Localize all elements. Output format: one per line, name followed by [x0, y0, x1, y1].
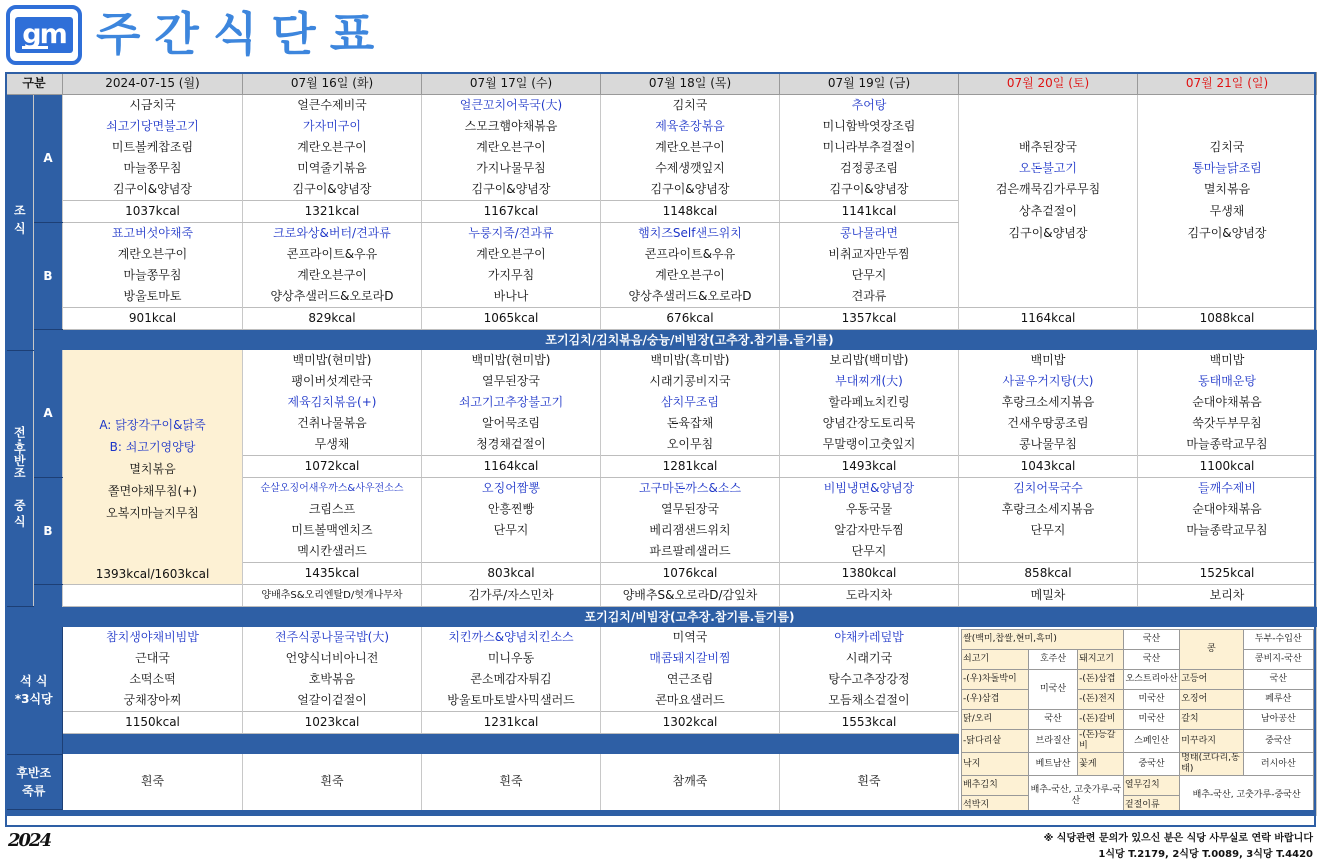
menu-item: 김구이&양념장 [243, 179, 422, 201]
menu-item: 멸치볶음 [1138, 179, 1317, 201]
weekend-blank [1138, 95, 1317, 138]
menu-item: 미트볼맥엔치즈 [243, 520, 422, 541]
menu-item: 모듬채소겉절이 [780, 690, 959, 712]
course-b-label: B [34, 223, 63, 330]
menu-item: 알어묵조림 [422, 413, 601, 434]
late-label-bottom: 죽류 [22, 783, 46, 798]
menu-item: 얼큰꼬치어묵국(大) [422, 95, 601, 117]
menu-item: B: 쇠고기영양탕 [109, 440, 196, 454]
menu-item: 호박볶음 [243, 669, 422, 690]
menu-item: 검정콩조림 [780, 158, 959, 179]
kcal-value: 1100kcal [1138, 456, 1317, 478]
menu-item: 크로와상&버터/견과류 [243, 223, 422, 245]
origin-value: 미국산 [1028, 670, 1077, 710]
kcal-value: 858kcal [959, 563, 1138, 585]
origin-value: 미국산 [1123, 710, 1179, 730]
kcal-value: 1141kcal [780, 201, 959, 223]
origin-value: 오스트리아산 [1123, 670, 1179, 690]
menu-item: 가자미구이 [243, 116, 422, 137]
menu-item: 오복지마늘지무침 [106, 506, 199, 520]
page-title: 주간식단표 [96, 7, 389, 61]
menu-item: 통마늘닭조림 [1138, 158, 1317, 179]
side-dish-banner: 포기김치/비빔장(고추장.참기름.들기름) [63, 607, 1317, 628]
menu-item: 백미밥 [1138, 350, 1317, 371]
origin-value: 베트남산 [1028, 753, 1077, 776]
origin-label: 쌀(백미,찹쌀,현미,흑미) [962, 630, 1124, 650]
day-header-sun: 07월 21일 (일) [1138, 73, 1317, 95]
porridge-item: 흰죽 [422, 754, 601, 810]
menu-item: 순대야채볶음 [1138, 392, 1317, 413]
monday-special [63, 350, 243, 585]
origin-label: -(우)차돌박이 [962, 670, 1029, 690]
origin-label: -(돈)전지 [1078, 690, 1124, 710]
menu-item: 단무지 [422, 520, 601, 541]
menu-item: 알감자만두찜 [780, 520, 959, 541]
origin-label: 갈치 [1180, 710, 1243, 730]
menu-item: 햄치즈Self샌드위치 [601, 223, 780, 245]
menu-item: 스모크햄야채볶음 [422, 116, 601, 137]
menu-item: 부대찌개(大) [780, 371, 959, 392]
kcal-value: 1321kcal [243, 201, 422, 223]
menu-item: 양상추샐러드&오로라D [601, 286, 780, 308]
menu-item [959, 541, 1138, 563]
day-header-sat: 07월 20일 (토) [959, 73, 1138, 95]
menu-item: 비빔냉면&양념장 [780, 478, 959, 500]
menu-item: 제육김치볶음(+) [243, 392, 422, 413]
menu-item: 파르팔레샐러드 [601, 541, 780, 563]
menu-item: 방울토마토발사믹샐러드 [422, 690, 601, 712]
menu-item: 삼치무조림 [601, 392, 780, 413]
menu-item: 김치국 [601, 95, 780, 117]
menu-item: 전주식콩나물국밥(大) [243, 627, 422, 648]
menu-item: 양념간장도토리묵 [780, 413, 959, 434]
menu-item: 가지무침 [422, 265, 601, 286]
dinner-label-bottom: *3식당 [14, 692, 53, 707]
kcal-value: 1167kcal [422, 201, 601, 223]
kcal-value: 1525kcal [1138, 563, 1317, 585]
kcal-value: 1023kcal [243, 712, 422, 734]
menu-item: 김구이&양념장 [959, 223, 1138, 245]
origin-value: 콩비지-국산 [1243, 650, 1313, 670]
menu-item: 팽이버섯계란국 [243, 371, 422, 392]
kcal-value: 1302kcal [601, 712, 780, 734]
menu-item: 비취교자만두찜 [780, 244, 959, 265]
origin-value: 페루산 [1243, 690, 1313, 710]
menu-item: A: 닭장각구이&닭죽 [99, 418, 206, 432]
menu-item: 청경채겉절이 [422, 434, 601, 456]
page-header [0, 0, 1321, 70]
menu-item: 들깨수제비 [1138, 478, 1317, 500]
menu-item: 멕시칸샐러드 [243, 541, 422, 563]
course-a-label: A [34, 350, 63, 478]
menu-item: 탕수고추장강정 [780, 669, 959, 690]
day-header: 07월 17일 (수) [422, 73, 601, 95]
origin-value: 중국산 [1243, 730, 1313, 753]
menu-item: 순대야채볶음 [1138, 499, 1317, 520]
menu-item: 치킨까스&양념치킨소스 [422, 627, 601, 648]
kcal-value: 901kcal [63, 308, 243, 330]
origin-value: 국산 [1028, 710, 1077, 730]
menu-item: 추어탕 [780, 95, 959, 117]
origin-value: 남아공산 [1243, 710, 1313, 730]
menu-item: 방울토마토 [63, 286, 243, 308]
menu-item [422, 541, 601, 563]
menu-item: 김구이&양념장 [780, 179, 959, 201]
lunch-label-top: 전·후반조 [12, 425, 27, 479]
breakfast-label: 조식 [6, 95, 34, 351]
kcal-value: 1231kcal [422, 712, 601, 734]
late-shift-label [6, 754, 63, 810]
menu-item: 오이무침 [601, 434, 780, 456]
menu-item: 열무된장국 [601, 499, 780, 520]
menu-item: 얼큰수제비국 [243, 95, 422, 117]
kcal-value: 1164kcal [422, 456, 601, 478]
origin-label: -닭다리살 [962, 730, 1029, 753]
menu-item: 오돈불고기 [959, 158, 1138, 179]
menu-item: 소떡소떡 [63, 669, 243, 690]
menu-item: 김치어묵국수 [959, 478, 1138, 500]
kcal-value: 1393kcal/1603kcal [63, 563, 243, 585]
kcal-value: 1164kcal [959, 308, 1138, 330]
kcal-value: 1493kcal [780, 456, 959, 478]
porridge-item: 참깨죽 [601, 754, 780, 810]
menu-item: 배추된장국 [959, 137, 1138, 158]
menu-item: 김구이&양념장 [1138, 223, 1317, 245]
origin-value: 국산 [1243, 670, 1313, 690]
tea-item: 양배추S&오리엔탈D/헛개나무차 [243, 585, 422, 607]
menu-item: 단무지 [780, 265, 959, 286]
menu-item: 열무된장국 [422, 371, 601, 392]
menu-item: 베리잼샌드위치 [601, 520, 780, 541]
day-header: 07월 19일 (금) [780, 73, 959, 95]
origin-value: 호주산 [1028, 650, 1077, 670]
kcal-value: 1088kcal [1138, 308, 1317, 330]
menu-item: 양상추샐러드&오로라D [243, 286, 422, 308]
menu-item: 백미밥(현미밥) [422, 350, 601, 371]
menu-item: 백미밥(흑미밥) [601, 350, 780, 371]
menu-item: 야채카레덮밥 [780, 627, 959, 648]
tea-item: 보리차 [1138, 585, 1317, 607]
menu-item: 계란오븐구이 [422, 137, 601, 158]
menu-item: 계란오븐구이 [243, 265, 422, 286]
menu-item: 마늘종락교무침 [1138, 434, 1317, 456]
course-b-label: B [34, 478, 63, 585]
origin-value: 국산 [1123, 650, 1179, 670]
menu-item: 무생채 [243, 434, 422, 456]
column-label: 구분 [6, 73, 63, 95]
origin-label: -(우)삼겹 [962, 690, 1029, 710]
lunch-label [6, 350, 34, 607]
origin-value: 미국산 [1123, 690, 1179, 710]
menu-item: 미역줄기볶음 [243, 158, 422, 179]
menu-item: 백미밥 [959, 350, 1138, 371]
menu-item: 후랑크소세지볶음 [959, 392, 1138, 413]
menu-item: 가지나물무침 [422, 158, 601, 179]
day-header: 07월 16일 (화) [243, 73, 422, 95]
menu-item: 근대국 [63, 648, 243, 669]
menu-item: 콘마요샐러드 [601, 690, 780, 712]
menu-item: 수제생깻잎지 [601, 158, 780, 179]
tea-item: 김가루/자스민차 [422, 585, 601, 607]
kcal-value: 676kcal [601, 308, 780, 330]
menu-item: 계란오븐구이 [601, 137, 780, 158]
origin-value: 브라질산 [1028, 730, 1077, 753]
menu-item: 동태매운탕 [1138, 371, 1317, 392]
menu-item: 매콤돼지갈비찜 [601, 648, 780, 669]
origin-value: 배추-국산, 고춧가루-국산 [1028, 776, 1123, 816]
kcal-value: 1150kcal [63, 712, 243, 734]
origin-label: 콩 [1180, 630, 1243, 670]
menu-item: 견과류 [780, 286, 959, 308]
day-header: 2024-07-15 (월) [63, 73, 243, 95]
origin-value: 두부-수입산 [1243, 630, 1313, 650]
menu-item: 무말랭이고춧잎지 [780, 434, 959, 456]
menu-item: 계란오븐구이 [601, 265, 780, 286]
menu-item: 백미밥(현미밥) [243, 350, 422, 371]
menu-item: 마늘쫑무침 [63, 158, 243, 179]
late-label-top: 후반조 [16, 765, 52, 780]
tea-item: 도라지차 [780, 585, 959, 607]
menu-item: 사골우거지탕(大) [959, 371, 1138, 392]
menu-item: 쫄면야채무침(+) [108, 484, 197, 498]
origin-label: 꽃게 [1078, 753, 1124, 776]
menu-item: 쇠고기당면불고기 [63, 116, 243, 137]
origin-label: 명태(코다리,동태) [1180, 753, 1243, 776]
menu-item: 단무지 [959, 520, 1138, 541]
menu-item: 연근조림 [601, 669, 780, 690]
kcal-value: 1380kcal [780, 563, 959, 585]
menu-item: 얼갈이겉절이 [243, 690, 422, 712]
porridge-item: 흰죽 [780, 754, 959, 810]
menu-item: 무생채 [1138, 201, 1317, 223]
menu-item: 김구이&양념장 [422, 179, 601, 201]
menu-item: 단무지 [780, 541, 959, 563]
origin-value: 스페인산 [1123, 730, 1179, 753]
dinner-separator [63, 734, 959, 755]
menu-item: 참치생야채비빔밥 [63, 627, 243, 648]
menu-item: 시래기국 [780, 648, 959, 669]
origin-table [959, 627, 1317, 816]
menu-item: 미니함박엿장조림 [780, 116, 959, 137]
menu-item: 누룽지죽/견과류 [422, 223, 601, 245]
menu-item: 쑥갓두부무침 [1138, 413, 1317, 434]
kcal-value: 1072kcal [243, 456, 422, 478]
gm-logo [6, 5, 82, 65]
kcal-value: 1065kcal [422, 308, 601, 330]
menu-item [1138, 541, 1317, 563]
menu-item: 멸치볶음 [129, 462, 176, 476]
menu-item: 미니우동 [422, 648, 601, 669]
course-a-label: A [34, 95, 63, 223]
menu-item: 미역국 [601, 627, 780, 648]
tea-item: 양배추S&오로라D/감잎차 [601, 585, 780, 607]
menu-item: 시금치국 [63, 95, 243, 117]
kcal-value: 1357kcal [780, 308, 959, 330]
menu-item: 콩나물무침 [959, 434, 1138, 456]
origin-label: -(돈)삼겹 [1078, 670, 1124, 690]
kcal-value: 1281kcal [601, 456, 780, 478]
origin-label: 닭/오리 [962, 710, 1029, 730]
menu-item: 김구이&양념장 [601, 179, 780, 201]
menu-item: 김치국 [1138, 137, 1317, 158]
weekend-blank [959, 95, 1138, 138]
signature: 2024 [8, 830, 51, 851]
menu-item: 검은깨묵김가루무침 [959, 179, 1138, 201]
menu-item: 계란오븐구이 [422, 244, 601, 265]
origin-label: 쇠고기 [962, 650, 1029, 670]
menu-item: 콘프라이트&우유 [601, 244, 780, 265]
origin-label: 오징어 [1180, 690, 1243, 710]
menu-item: 쇠고기고추장불고기 [422, 392, 601, 413]
menu-item: 계란오븐구이 [243, 137, 422, 158]
origin-label: 배추김치 [962, 776, 1029, 796]
menu-item: 크림스프 [243, 499, 422, 520]
menu-item: 콘소메감자튀김 [422, 669, 601, 690]
menu-item: 돈육잡채 [601, 413, 780, 434]
origin-label: 석박지 [962, 796, 1029, 816]
weekend-blank [959, 244, 1138, 308]
weekend-blank [1138, 244, 1317, 308]
kcal-value: 829kcal [243, 308, 422, 330]
menu-item: 마늘종락교무침 [1138, 520, 1317, 541]
dinner-label-top: 석 식 [20, 674, 48, 689]
tea-item: 메밀차 [959, 585, 1138, 607]
menu-item: 시래기콩비지국 [601, 371, 780, 392]
menu-item: 안흥찐빵 [422, 499, 601, 520]
menu-item: 콘프라이트&우유 [243, 244, 422, 265]
origin-label: 돼지고기 [1078, 650, 1124, 670]
origin-value: 배추-국산, 고춧가루-중국산 [1180, 776, 1314, 816]
kcal-value: 1148kcal [601, 201, 780, 223]
origin-label: 미꾸라지 [1180, 730, 1243, 753]
porridge-item: 흰죽 [63, 754, 243, 810]
header-row [6, 73, 1317, 95]
lunch-label-bottom: 중식 [12, 498, 27, 531]
origin-value: 국산 [1123, 630, 1179, 650]
menu-item: 바나나 [422, 286, 601, 308]
origin-value: 중국산 [1123, 753, 1179, 776]
kcal-value: 1043kcal [959, 456, 1138, 478]
menu-item: 김구이&양념장 [63, 179, 243, 201]
weekly-menu-table [5, 72, 1317, 816]
menu-item: 마늘쫑무침 [63, 265, 243, 286]
menu-item: 후랑크소세지볶음 [959, 499, 1138, 520]
menu-item: 표고버섯야채죽 [63, 223, 243, 245]
porridge-item: 흰죽 [243, 754, 422, 810]
menu-item: 건취나물볶음 [243, 413, 422, 434]
kcal-value: 1037kcal [63, 201, 243, 223]
menu-item: 제육춘장볶음 [601, 116, 780, 137]
dinner-label [6, 627, 63, 754]
menu-item: 궁채장아찌 [63, 690, 243, 712]
side-dish-banner: 포기김치/김치볶음/숭늉/비빔장(고추장.참기름.들기름) [63, 330, 1317, 351]
kcal-value: 803kcal [422, 563, 601, 585]
origin-label: 겉절이류 [1123, 796, 1179, 816]
menu-item: 순살오징어새우까스&사우전소스 [243, 478, 422, 500]
origin-label: 낙지 [962, 753, 1029, 776]
footer-phones: 1식당 T.2179, 2식당 T.0089, 3식당 T.4420 [1098, 849, 1313, 860]
menu-item: 보리밥(백미밥) [780, 350, 959, 371]
origin-label: -(돈)등갈비 [1078, 730, 1124, 753]
menu-item: 고구마돈까스&소스 [601, 478, 780, 500]
menu-item: 콩나물라면 [780, 223, 959, 245]
day-header: 07월 18일 (목) [601, 73, 780, 95]
origin-label: 고등어 [1180, 670, 1243, 690]
menu-item: 미트볼케찹조림 [63, 137, 243, 158]
menu-item: 오징어짬뽕 [422, 478, 601, 500]
kcal-value: 1553kcal [780, 712, 959, 734]
origin-label: -(돈)갈비 [1078, 710, 1124, 730]
kcal-value: 1435kcal [243, 563, 422, 585]
menu-item: 계란오븐구이 [63, 244, 243, 265]
menu-item: 우동국물 [780, 499, 959, 520]
menu-item: 건새우땅콩조림 [959, 413, 1138, 434]
origin-label: 열무김치 [1123, 776, 1179, 796]
menu-item: 상추겉절이 [959, 201, 1138, 223]
menu-item: 할라페뇨치킨링 [780, 392, 959, 413]
kcal-value: 1076kcal [601, 563, 780, 585]
gm-logo-text: gm [15, 17, 73, 53]
footer-note: ※ 식당관련 문의가 있으신 분은 식당 사무실로 연락 바랍니다 [1043, 833, 1313, 844]
menu-item: 언양식너비아니전 [243, 648, 422, 669]
menu-item: 미니라부추걸절이 [780, 137, 959, 158]
origin-value: 러시아산 [1243, 753, 1313, 776]
